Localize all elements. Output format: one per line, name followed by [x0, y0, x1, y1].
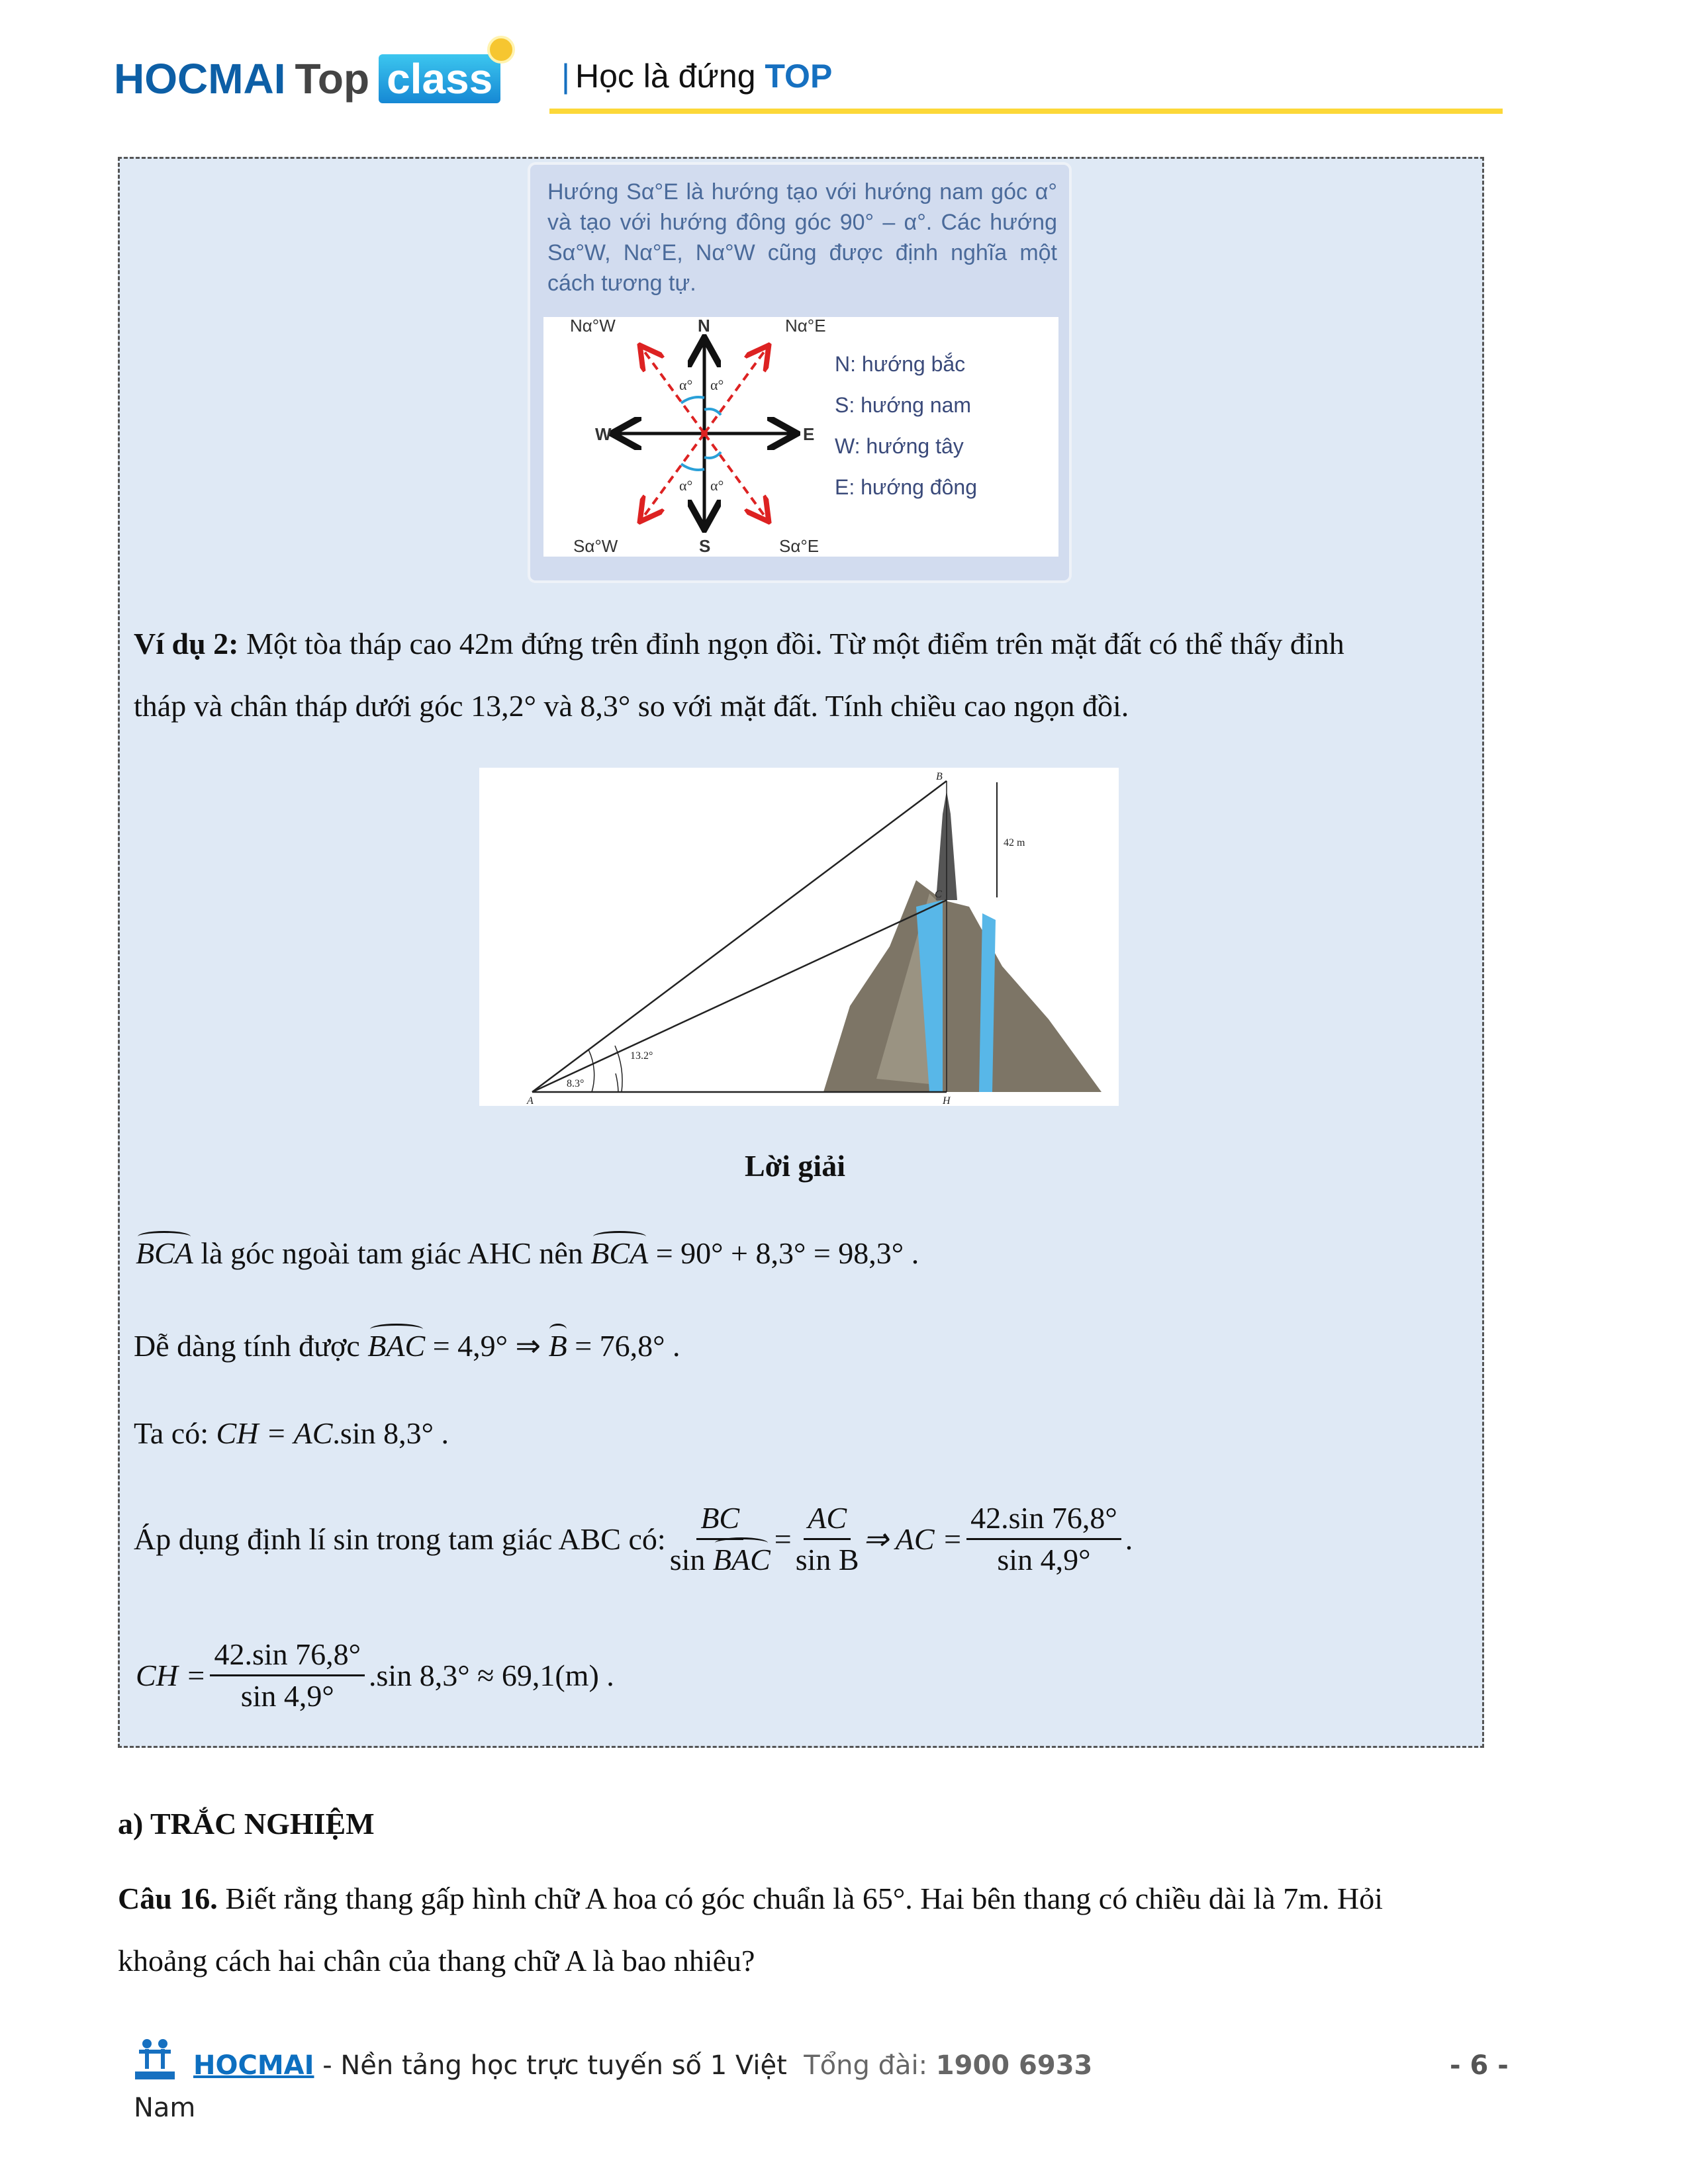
- legend-item: S: hướng nam: [835, 393, 972, 417]
- fraction: [796, 1498, 859, 1580]
- solution-line-4: [134, 1498, 1133, 1580]
- text: là góc ngoài tam giác AHC nên: [193, 1236, 591, 1270]
- denominator: [670, 1540, 771, 1580]
- fraction: [210, 1635, 365, 1716]
- label-nw: Nα°W: [570, 317, 616, 336]
- question-line-2: khoảng cách hai chân của thang chữ A là bao nhiêu?: [118, 1944, 755, 1978]
- fraction: [670, 1498, 771, 1580]
- example-label: Ví dụ 2:: [134, 627, 239, 660]
- label-s: S: [699, 536, 711, 556]
- example-text: Một tòa tháp cao 42m đứng trên đỉnh ngọn đồi. Từ một điểm trên mặt đất có thể thấy đỉnh: [238, 627, 1344, 660]
- numerator: AC: [804, 1498, 851, 1540]
- question-label: Câu 16.: [118, 1882, 218, 1915]
- compass-legend: [835, 343, 977, 508]
- solution-line-1: [136, 1234, 919, 1273]
- slogan-bar: |: [561, 58, 570, 95]
- text: Ta có:: [134, 1416, 216, 1450]
- slogan: [561, 57, 832, 95]
- label-n: N: [698, 317, 710, 336]
- compass-diagram: [543, 317, 1058, 557]
- label-ne: Nα°E: [785, 317, 826, 336]
- alpha-label: α°: [710, 377, 724, 393]
- logo-class: [379, 54, 500, 103]
- angle-bca: BCA: [136, 1234, 193, 1273]
- text: ⇒ AC =: [863, 1522, 963, 1556]
- logo-top: Top: [295, 55, 370, 103]
- angle-bac: BAC: [713, 1540, 771, 1580]
- hocmai-topclass-logo: [114, 54, 500, 103]
- question-text: Biết rằng thang gấp hình chữ A hoa có góc chuẩn là 65°. Hai bên thang có chiều dài là 7m. Hỏi: [217, 1882, 1383, 1915]
- compass-definition-image: [528, 162, 1072, 583]
- question-line-1: [118, 1879, 1383, 1919]
- hotline-label: Tổng đài:: [804, 2050, 936, 2081]
- logo-class-text: class: [387, 55, 493, 103]
- denominator: sin B: [795, 1543, 859, 1576]
- solution-title: Lời giải: [745, 1149, 845, 1183]
- angle-bca: BCA: [590, 1234, 648, 1273]
- section-title: a) TRẮC NGHIỆM: [118, 1807, 375, 1841]
- text: .sin 8,3° .: [332, 1416, 449, 1450]
- hocmai-footer-logo-icon: [132, 2037, 177, 2081]
- point-b-label: B: [936, 771, 943, 782]
- text: = 90° + 8,3° = 98,3° .: [648, 1236, 919, 1270]
- text: .sin 8,3° ≈ 69,1(m) .: [369, 1658, 614, 1692]
- fraction: [966, 1498, 1121, 1580]
- text: .: [1125, 1522, 1133, 1556]
- compass-description: Hướng Sα°E là hướng tạo với hướng nam góc α° và tạo với hướng đông góc 90° – α°. Các hướng Sα°W, Nα°E, Nα°W cũng được định nghĩa một cách tương tự.: [547, 179, 1057, 296]
- label-w: W: [595, 424, 612, 444]
- solution-line-5: [136, 1635, 614, 1716]
- numerator: 42.sin 76,8°: [210, 1635, 365, 1676]
- text: Áp dụng định lí sin trong tam giác ABC có:: [134, 1522, 666, 1556]
- numerator: BC: [696, 1498, 743, 1540]
- angle-13-label: 13.2°: [630, 1050, 653, 1062]
- footer-nam: Nam: [134, 2093, 196, 2123]
- footer: [193, 2050, 1092, 2081]
- star-icon: [487, 36, 515, 64]
- hocmai-link[interactable]: HOCMAI: [193, 2050, 314, 2081]
- footer-tagline: - Nền tảng học trực tuyến số 1 Việt: [314, 2050, 787, 2081]
- legend-item: N: hướng bắc: [835, 352, 966, 376]
- angle-b: B: [549, 1326, 567, 1366]
- text: = 76,8° .: [567, 1329, 680, 1363]
- math: CH = AC: [216, 1416, 333, 1450]
- numerator: 42.sin 76,8°: [966, 1498, 1121, 1540]
- solution-line-3: [134, 1414, 449, 1453]
- example-line-1: [134, 624, 1344, 664]
- text: =: [774, 1522, 792, 1556]
- denominator: sin 4,9°: [240, 1679, 334, 1713]
- angle-bac: BAC: [367, 1326, 425, 1366]
- angle-8-label: 8.3°: [567, 1078, 585, 1089]
- alpha-label: α°: [710, 477, 724, 494]
- compass-rose: [543, 317, 835, 557]
- tower-hill-figure: [479, 768, 1119, 1106]
- label-sw: Sα°W: [573, 536, 618, 556]
- text: sin: [669, 1543, 713, 1576]
- alpha-label: α°: [679, 477, 693, 494]
- tower-hill-diagram: [479, 768, 1119, 1106]
- alpha-label: α°: [679, 377, 693, 393]
- example-line-2: tháp và chân tháp dưới góc 13,2° và 8,3° so với mặt đất. Tính chiều cao ngọn đồi.: [134, 689, 1129, 723]
- label-se: Sα°E: [779, 536, 820, 556]
- hotline-number: 1900 6933: [935, 2050, 1093, 2081]
- point-h-label: H: [943, 1095, 951, 1106]
- denominator: sin 4,9°: [997, 1543, 1091, 1576]
- logo-hocmai: HOCMAI: [114, 55, 286, 103]
- label-e: E: [803, 424, 815, 444]
- page-number: - 6 -: [1450, 2050, 1509, 2081]
- slogan-text: Học là đứng: [575, 58, 756, 95]
- text: = 4,9° ⇒: [425, 1329, 549, 1363]
- legend-item: E: hướng đông: [835, 475, 977, 499]
- slogan-top: TOP: [765, 58, 833, 95]
- header-divider: [549, 109, 1503, 114]
- solution-line-2: [134, 1326, 680, 1366]
- legend-item: W: hướng tây: [835, 434, 964, 458]
- point-a-label: A: [527, 1095, 534, 1106]
- point-c-label: C: [935, 889, 942, 900]
- text: Dễ dàng tính được: [134, 1329, 368, 1363]
- height-label: 42 m: [1004, 837, 1025, 848]
- text: CH =: [136, 1658, 207, 1692]
